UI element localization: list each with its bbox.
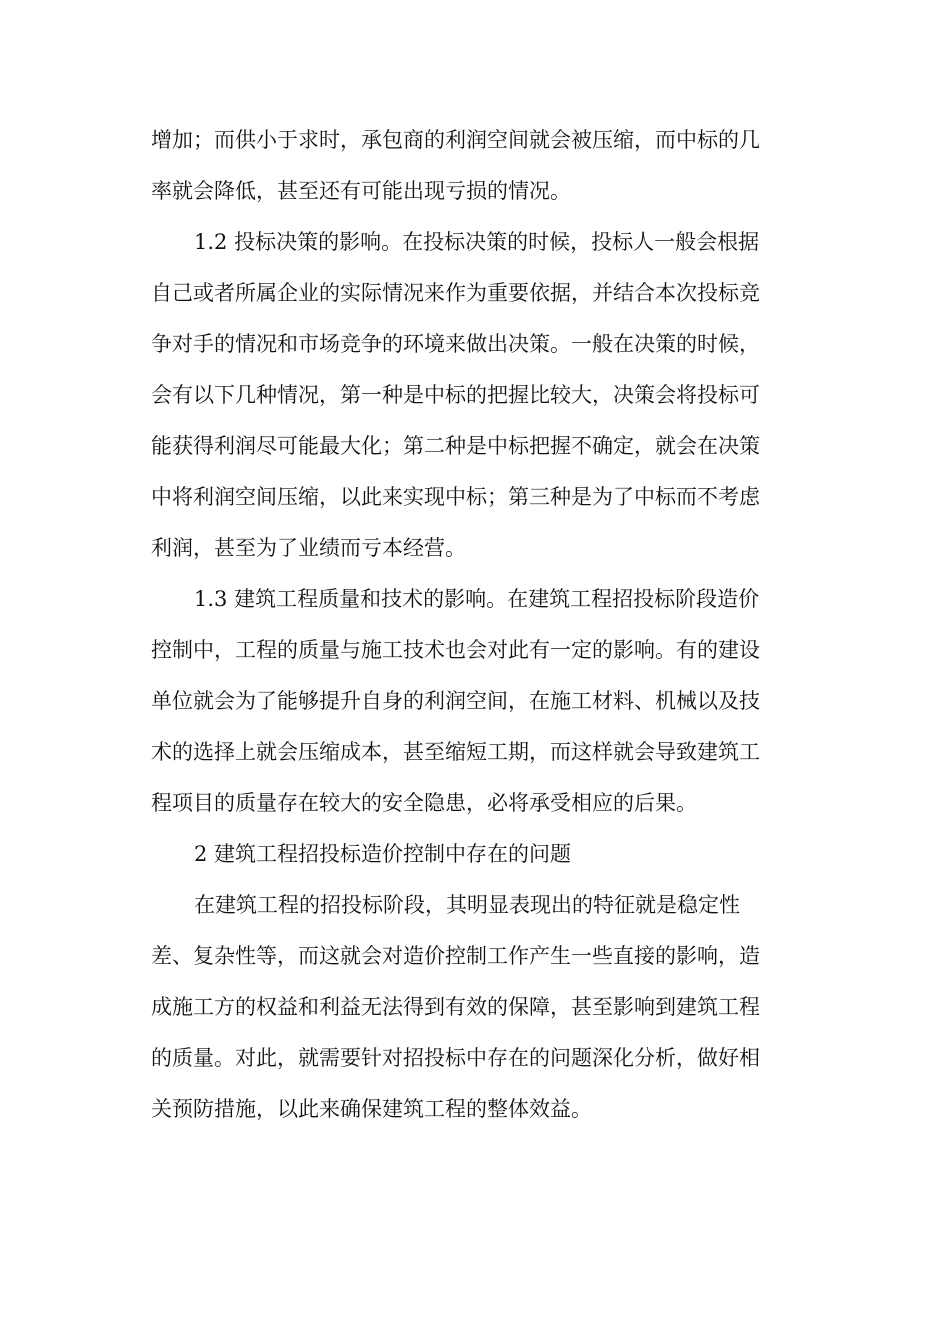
text-line: 率就会降低，甚至还有可能出现亏损的情况。 — [151, 179, 571, 203]
text-line: 成施工方的权益和利益无法得到有效的保障，甚至影响到建筑工程 — [151, 995, 760, 1019]
text-line: 术的选择上就会压缩成本，甚至缩短工期，而这样就会导致建筑工 — [151, 740, 760, 764]
text-line: 1.3 建筑工程质量和技术的影响。在建筑工程招投标阶段造价 — [194, 587, 760, 611]
text-line: 的质量。对此，就需要针对招投标中存在的问题深化分析，做好相 — [151, 1046, 760, 1070]
text-line: 中将利润空间压缩，以此来实现中标；第三种是为了中标而不考虑 — [151, 485, 760, 509]
text-line: 利润，甚至为了业绩而亏本经营。 — [151, 536, 466, 560]
text-line: 争对手的情况和市场竞争的环境来做出决策。一般在决策的时候， — [151, 332, 760, 356]
text-line: 增加；而供小于求时，承包商的利润空间就会被压缩，而中标的几 — [151, 128, 760, 152]
text-line: 关预防措施，以此来确保建筑工程的整体效益。 — [151, 1097, 592, 1121]
text-line: 会有以下几种情况，第一种是中标的把握比较大，决策会将投标可 — [151, 383, 760, 407]
text-line: 自己或者所属企业的实际情况来作为重要依据，并结合本次投标竞 — [151, 281, 760, 305]
text-line: 1.2 投标决策的影响。在投标决策的时候，投标人一般会根据 — [194, 230, 760, 254]
text-line: 能获得利润尽可能最大化；第二种是中标把握不确定，就会在决策 — [151, 434, 760, 458]
text-line: 控制中，工程的质量与施工技术也会对此有一定的影响。有的建设 — [151, 638, 760, 662]
section-heading: 2 建筑工程招投标造价控制中存在的问题 — [194, 842, 572, 866]
text-line: 单位就会为了能够提升自身的利润空间，在施工材料、机械以及技 — [151, 689, 760, 713]
text-line: 在建筑工程的招投标阶段，其明显表现出的特征就是稳定性 — [194, 893, 740, 917]
text-line: 程项目的质量存在较大的安全隐患，必将承受相应的后果。 — [151, 791, 697, 815]
text-line: 差、复杂性等，而这就会对造价控制工作产生一些直接的影响，造 — [151, 944, 760, 968]
